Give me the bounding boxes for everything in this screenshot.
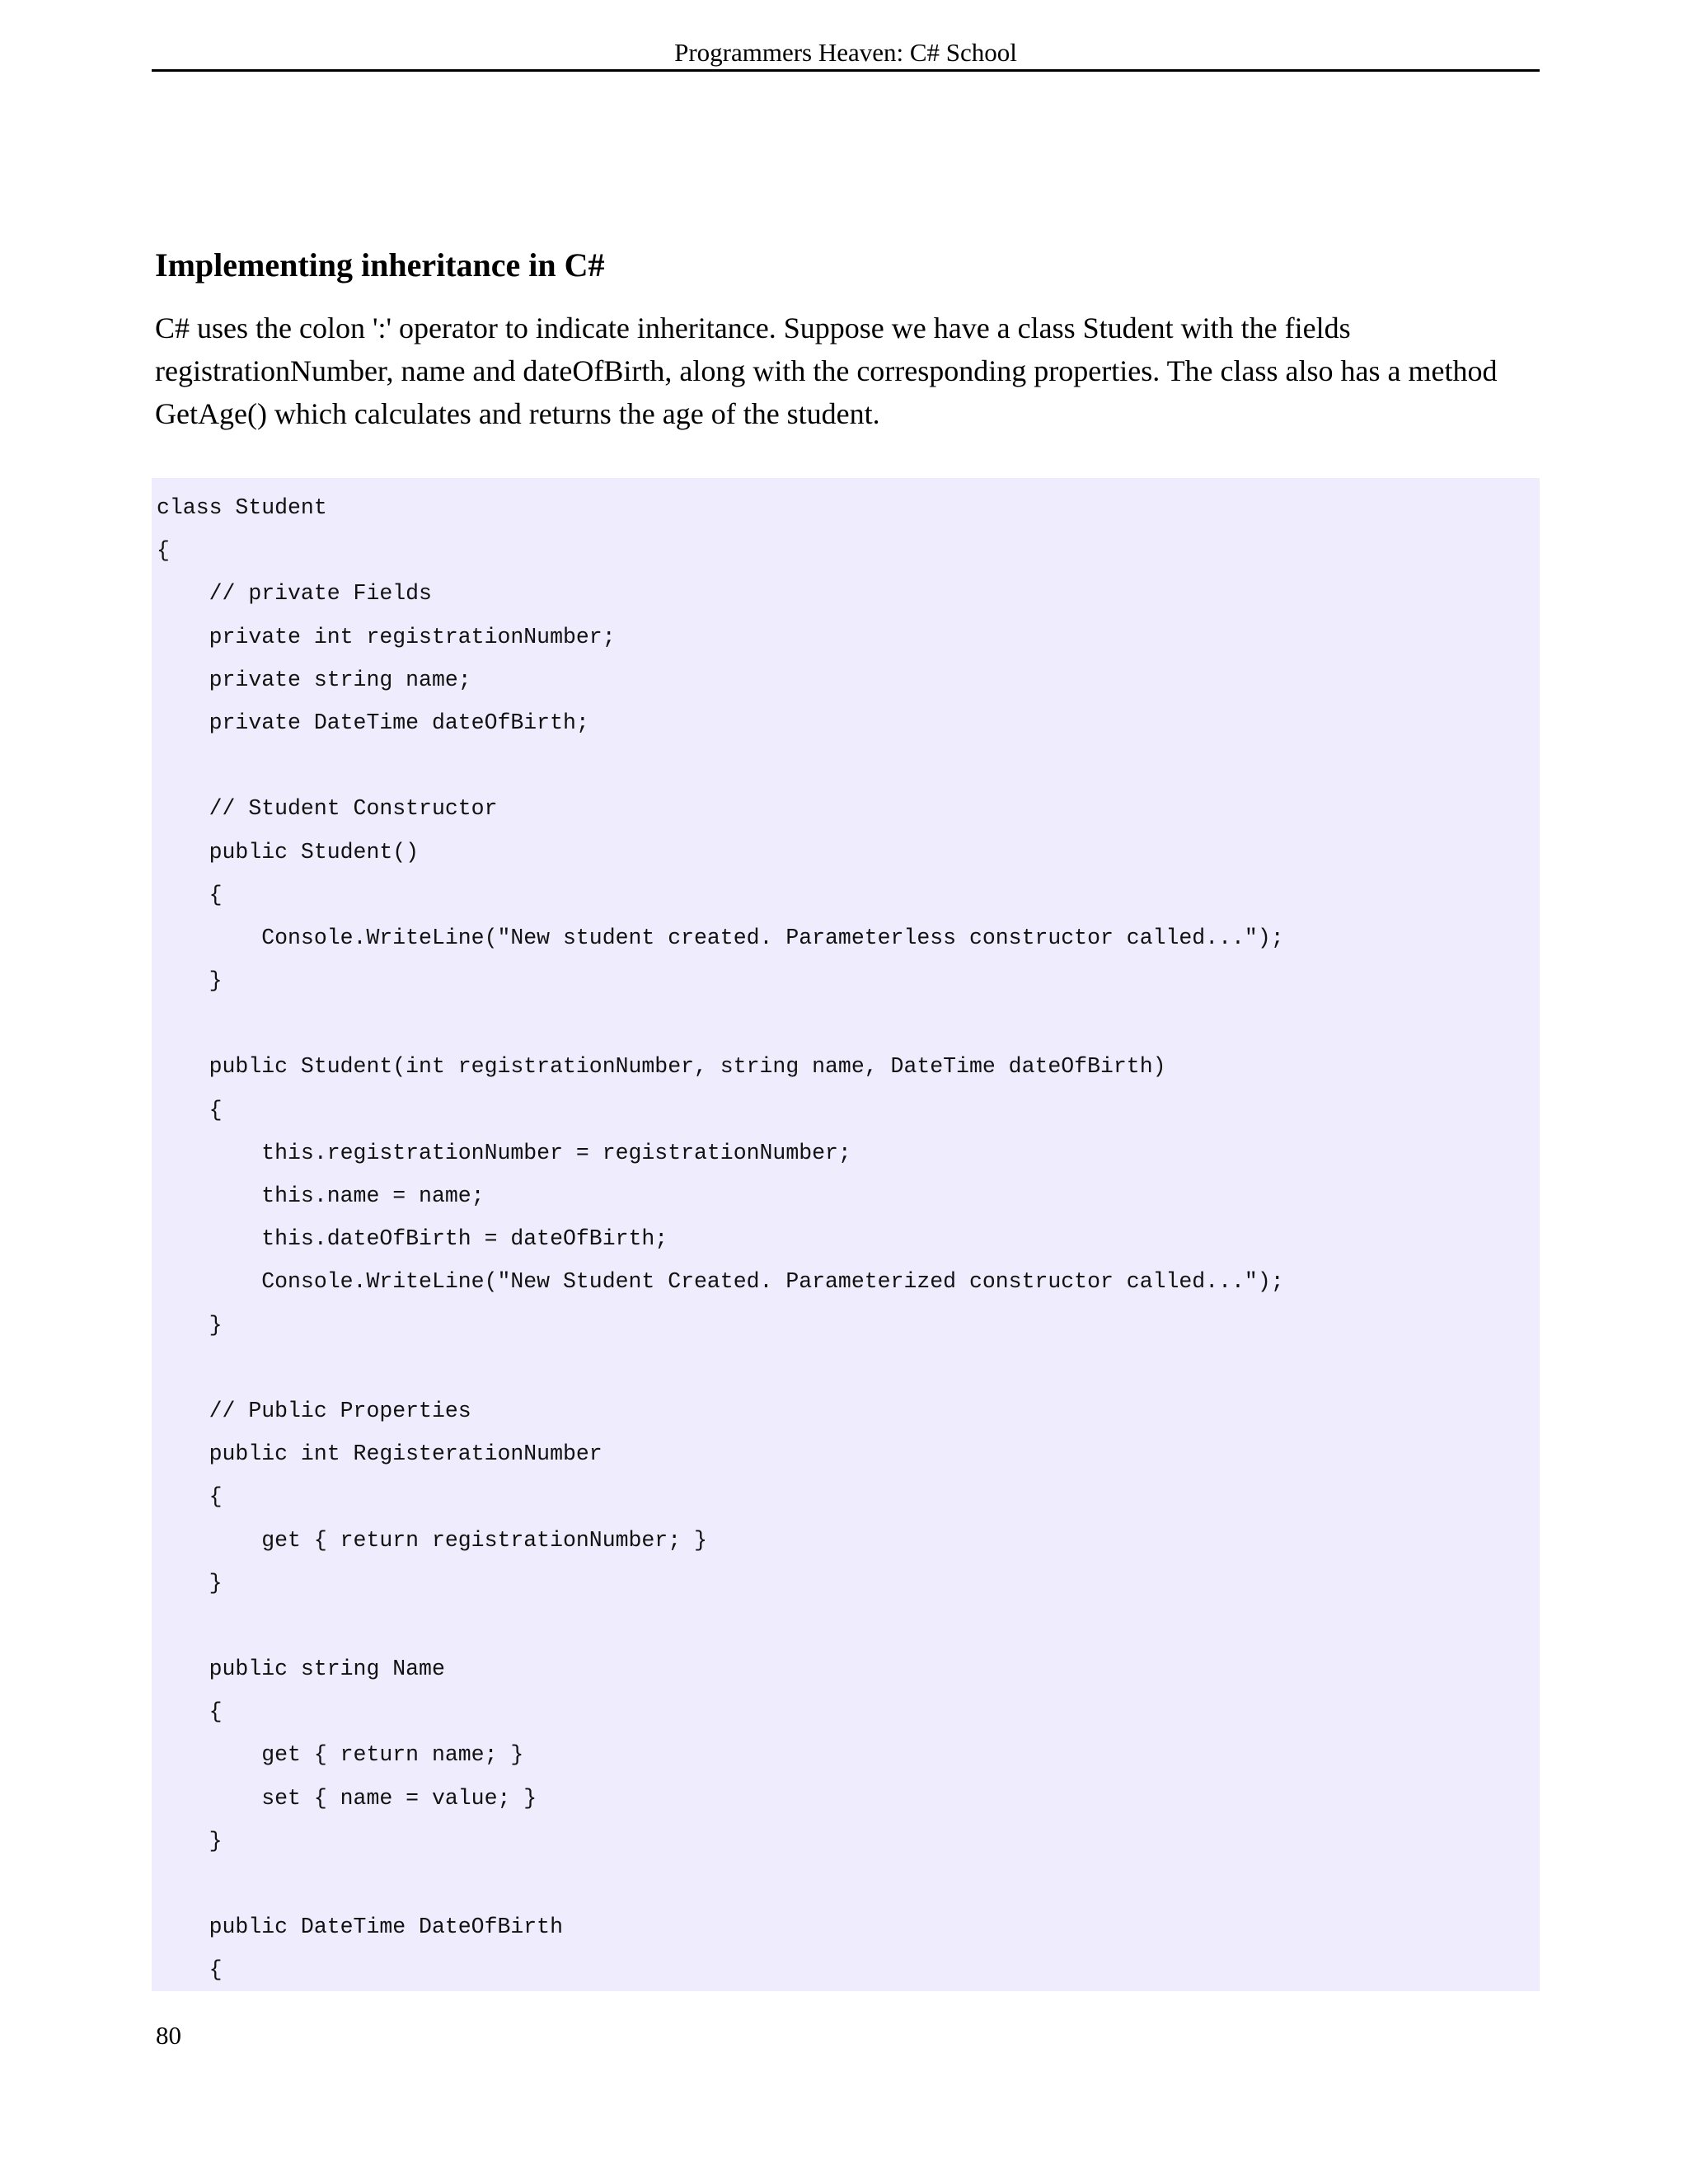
code-line: public Student() bbox=[157, 839, 420, 865]
code-line bbox=[157, 1863, 1284, 1905]
code-lines bbox=[157, 486, 1284, 1991]
code-line: } bbox=[157, 968, 223, 994]
code-line: this.registrationNumber = registrationNumber; bbox=[157, 1140, 851, 1165]
code-line: { bbox=[157, 538, 170, 564]
code-line: class Student bbox=[157, 495, 327, 520]
code-line bbox=[157, 1347, 1284, 1390]
header-rule bbox=[152, 69, 1540, 72]
code-line: Console.WriteLine("New student created. Parameterless constructor called..."); bbox=[157, 925, 1284, 950]
code-line bbox=[157, 744, 1284, 787]
intro-paragraph: C# uses the colon ':' operator to indicate inheritance. Suppose we have a class Student with the fields registrationNumber, name and dateOfBirth, along with the corresponding properties. The class also has a method GetAge() which calculates and returns the age of the student. bbox=[155, 312, 1498, 430]
code-line: // private Fields bbox=[157, 581, 432, 607]
code-line: this.dateOfBirth = dateOfBirth; bbox=[157, 1226, 668, 1252]
code-line: private string name; bbox=[157, 667, 471, 692]
code-line: { bbox=[157, 1484, 223, 1510]
running-header: Programmers Heaven: C# School bbox=[674, 38, 1017, 67]
page-number: 80 bbox=[156, 2021, 181, 2050]
code-line: public Student(int registrationNumber, string name, DateTime dateOfBirth) bbox=[157, 1054, 1166, 1080]
code-block bbox=[152, 478, 1540, 1991]
code-line: } bbox=[157, 1312, 223, 1338]
code-line bbox=[157, 1002, 1284, 1045]
code-line: private int registrationNumber; bbox=[157, 624, 616, 649]
code-line: // Public Properties bbox=[157, 1398, 471, 1423]
code-line: { bbox=[157, 882, 223, 907]
code-line: get { return name; } bbox=[157, 1742, 524, 1768]
code-line: public string Name bbox=[157, 1657, 445, 1682]
code-line: } bbox=[157, 1828, 223, 1854]
code-line: this.name = name; bbox=[157, 1183, 485, 1208]
code-line: { bbox=[157, 1097, 223, 1122]
code-line: Console.WriteLine("New Student Created. Parameterized constructor called..."); bbox=[157, 1269, 1284, 1295]
code-line bbox=[157, 1605, 1284, 1647]
code-line: // Student Constructor bbox=[157, 796, 498, 822]
code-line: set { name = value; } bbox=[157, 1785, 537, 1811]
code-line: public DateTime DateOfBirth bbox=[157, 1915, 563, 1940]
code-line: { bbox=[157, 1699, 223, 1725]
code-line: private DateTime dateOfBirth; bbox=[157, 710, 589, 735]
section-title: Implementing inheritance in C# bbox=[155, 246, 605, 284]
code-line: get { return registrationNumber; } bbox=[157, 1527, 707, 1553]
code-line: } bbox=[157, 1570, 223, 1596]
code-line: public int RegisterationNumber bbox=[157, 1441, 603, 1467]
code-line: { bbox=[157, 1957, 223, 1983]
